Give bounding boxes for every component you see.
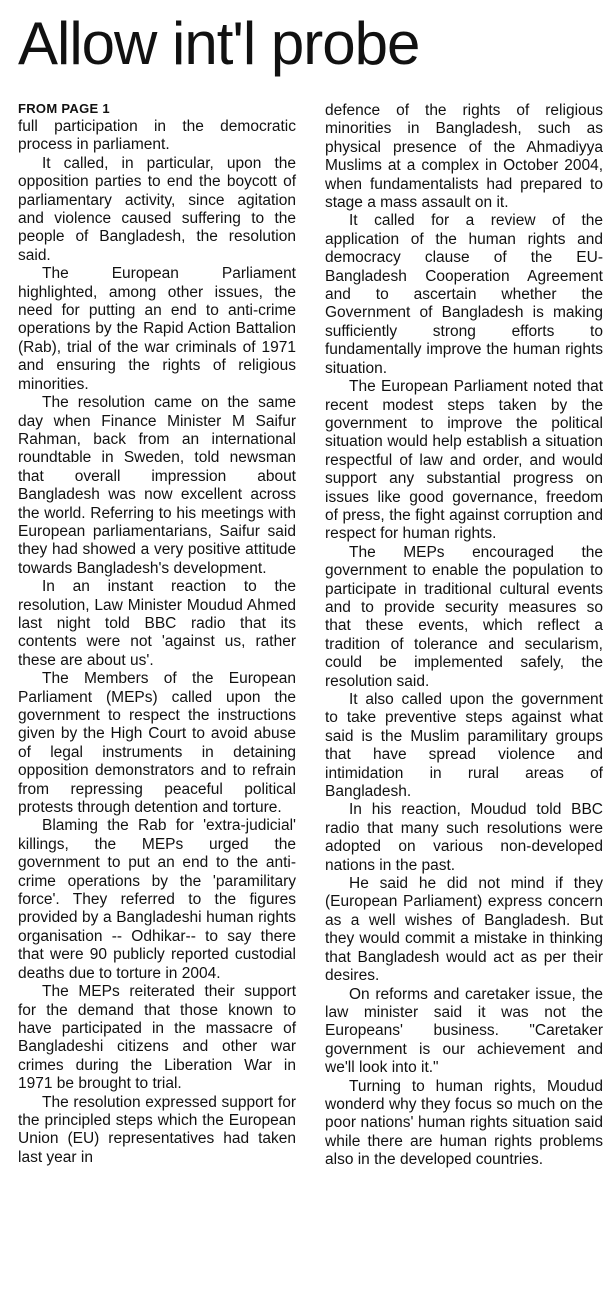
paragraph: defence of the rights of religious minorities in Bangladesh, such as physical presence of the Ahmadiyya Muslims at a complex in October 2004, when fundamentalists had prepared to stage a mass assault on it.	[325, 102, 603, 212]
paragraph: Blaming the Rab for 'extra-judicial' killings, the MEPs urged the government to put an end to the anti-crime operations by the 'paramilitary force'. They referred to the figures provided by a Bangladeshi human rights organisation -- Odhikar-- to say there that were 90 publicly reported custodial deaths due to torture in 2004.	[18, 817, 296, 982]
paragraph: In his reaction, Moudud told BBC radio that many such resolutions were adopted on various non-developed nations in the past.	[325, 801, 603, 874]
paragraph: On reforms and caretaker issue, the law minister said it was not the Europeans' business. "Caretaker government is our achievement and we'll look into it."	[325, 985, 603, 1077]
column-left	[18, 102, 296, 1170]
paragraph: He said he did not mind if they (European Parliament) express concern as a well wishes of Bangladesh. But they would commit a mistake in thinking that Bangladesh would act as per their desires.	[325, 875, 603, 985]
paragraph: The European Parliament highlighted, among other issues, the need for putting an end to anti-crime operations by the Rapid Action Battalion (Rab), trial of the war criminals of 1971 and ensuring the rights of religious minorities.	[18, 265, 296, 393]
paragraph: full participation in the democratic process in parliament.	[18, 118, 296, 154]
paragraph: The resolution expressed support for the principled steps which the European Union (EU) representatives had taken last year in	[18, 1093, 296, 1166]
column-right	[325, 102, 603, 1170]
paragraph: It called, in particular, upon the opposition parties to end the boycott of parliamentary activity, since agitation and violence caused suffering to the people of Bangladesh, the resolution said.	[18, 154, 296, 264]
paragraph: Turning to human rights, Moudud wonderd why they focus so much on the poor nations' human rights situation said while there are human rights problems also in the developed countries.	[325, 1077, 603, 1169]
paragraph: The MEPs encouraged the government to enable the population to participate in traditional cultural events and to provide security measures so that these events, which reflect a tradition of tolerance and secularism, could be implemented safely, the resolution said.	[325, 543, 603, 690]
paragraph: The MEPs reiterated their support for the demand that those known to have participated in the massacre of Bangladeshi citizens and other war crimes during the Liberation War in 1971 be brought to trial.	[18, 983, 296, 1093]
paragraph: It called for a review of the application of the human rights and democracy clause of the EU-Bangladesh Cooperation Agreement and to ascertain whether the Government of Bangladesh is making sufficiently strong efforts to fundamentally improve the human rights situation.	[325, 212, 603, 377]
paragraph: The European Parliament noted that recent modest steps taken by the government to improve the political situation would help establish a situation respectful of law and order, and would support any substantial progress on issues like good governance, freedom of press, the fight against corruption and respect for human rights.	[325, 378, 603, 543]
paragraph: In an instant reaction to the resolution, Law Minister Moudud Ahmed last night told BBC radio that its contents were not 'against us, rather these are about us'.	[18, 578, 296, 669]
paragraph: The Members of the European Parliament (MEPs) called upon the government to respect the instructions given by the High Court to avoid abuse of legal instruments in detaining opposition demonstrators and to refrain from repressing peaceful political protests through detention and torture.	[18, 670, 296, 817]
kicker-from-page: FROM PAGE 1	[18, 101, 110, 116]
article-columns	[18, 102, 603, 1170]
headline: Allow int'l probe	[18, 10, 420, 77]
paragraph: It also called upon the government to take preventive steps against what said is the Muslim paramilitary groups that have spread violence and intimidation in rural areas of Bangladesh.	[325, 691, 603, 801]
paragraph: The resolution came on the same day when Finance Minister M Saifur Rahman, back from an international roundtable in Sweden, told newsman that overall impression about Bangladesh was now excellent across the world. Referring to his meetings with European parliamentarians, Saifur said they had showed a very positive attitude towards Bangladesh's development.	[18, 394, 296, 577]
